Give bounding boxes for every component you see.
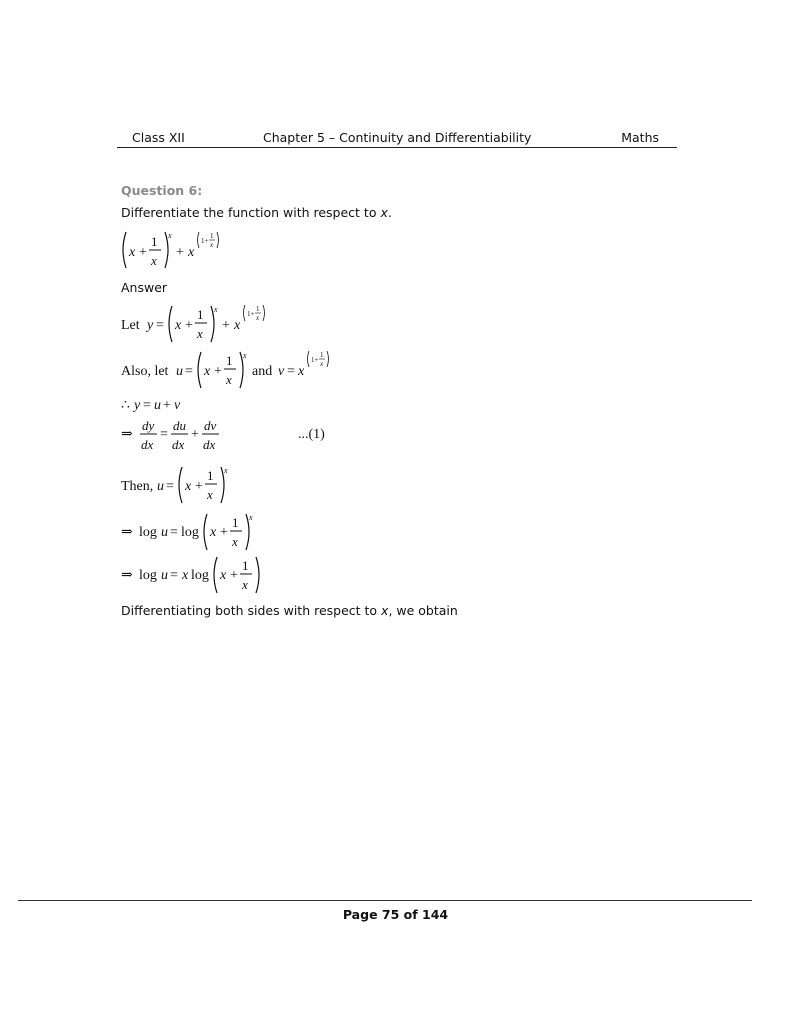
svg-text:x: x: [220, 568, 227, 583]
svg-text:⇒: ⇒: [121, 568, 133, 583]
svg-text:1: 1: [151, 234, 158, 249]
svg-text:x: x: [129, 245, 136, 260]
svg-text:⇒: ⇒: [121, 427, 133, 442]
svg-text:u: u: [161, 525, 168, 540]
svg-text:x: x: [320, 360, 324, 368]
svg-text:1+: 1+: [311, 356, 319, 364]
svg-text:dx: dx: [203, 437, 216, 452]
svg-text:=: =: [185, 364, 193, 379]
prompt-variable: x: [380, 205, 388, 220]
svg-text:x: x: [214, 305, 218, 314]
svg-text:1: 1: [207, 468, 214, 483]
svg-text:x: x: [197, 326, 203, 341]
log-word: log: [181, 525, 199, 540]
svg-text:x: x: [224, 466, 228, 475]
svg-text:x: x: [256, 314, 260, 322]
equation-1-derivative: [121, 417, 341, 460]
log-word: log: [139, 525, 157, 540]
prompt-text: Differentiate the function with respect to: [121, 205, 381, 220]
svg-text:x: x: [188, 245, 195, 260]
svg-text:x: x: [298, 364, 305, 379]
svg-text:+: +: [163, 398, 171, 413]
question-prompt: [121, 205, 392, 220]
equation-then-u: [121, 463, 241, 512]
svg-text:x: x: [151, 253, 157, 268]
svg-text:+: +: [222, 318, 230, 333]
svg-text:u: u: [154, 398, 161, 413]
closing-text: Differentiating both sides with respect to: [121, 603, 382, 618]
svg-text:1+: 1+: [201, 237, 209, 245]
svg-text:y: y: [134, 398, 141, 413]
header-subject: Maths: [621, 130, 659, 145]
prompt-end: .: [387, 205, 392, 220]
svg-text:1: 1: [210, 232, 214, 240]
svg-text:+: +: [220, 525, 228, 540]
svg-text:dy: dy: [142, 418, 155, 433]
closing-end: , we obtain: [388, 603, 458, 618]
footer-divider: [18, 900, 752, 901]
closing-sentence: [121, 603, 458, 618]
svg-text:=: =: [287, 364, 295, 379]
svg-text:x: x: [226, 372, 232, 387]
equation-let-u-v: [121, 348, 341, 397]
let-word: Let: [121, 318, 140, 333]
svg-text:+: +: [214, 364, 222, 379]
svg-text:=: =: [166, 479, 174, 494]
log-word: log: [191, 568, 209, 583]
svg-text:+: +: [230, 568, 238, 583]
equation-let-y: [121, 302, 281, 351]
svg-text:1: 1: [256, 305, 260, 313]
svg-text:x: x: [182, 568, 189, 583]
then-word: Then,: [121, 479, 154, 494]
svg-text:1: 1: [197, 307, 204, 322]
svg-text:1+: 1+: [247, 310, 255, 318]
svg-text:+: +: [191, 427, 199, 442]
svg-text:+: +: [195, 479, 203, 494]
svg-text:+: +: [185, 318, 193, 333]
svg-text:y: y: [147, 318, 154, 333]
svg-text:x: x: [232, 534, 238, 549]
svg-text:x: x: [168, 231, 172, 240]
svg-text:∴: ∴: [121, 398, 130, 413]
and-word: and: [252, 364, 273, 379]
svg-text:dx: dx: [141, 437, 154, 452]
svg-text:x: x: [234, 318, 241, 333]
svg-text:x: x: [242, 577, 248, 592]
svg-text:=: =: [160, 427, 168, 442]
svg-text:u: u: [176, 364, 183, 379]
svg-text:1: 1: [242, 558, 249, 573]
svg-text:dx: dx: [172, 437, 185, 452]
svg-text:x: x: [210, 525, 217, 540]
svg-text:v: v: [278, 364, 285, 379]
svg-text:=: =: [170, 525, 178, 540]
question-expression: [119, 228, 229, 277]
equation-log-u-simplified: [121, 553, 271, 602]
svg-text:=: =: [170, 568, 178, 583]
page-header: [117, 129, 677, 148]
svg-text:x: x: [175, 318, 182, 333]
svg-text:1: 1: [232, 515, 239, 530]
header-chapter: Chapter 5 – Continuity and Differentiability: [263, 130, 532, 145]
svg-text:u: u: [157, 479, 164, 494]
svg-text:dv: dv: [204, 418, 217, 433]
svg-text:1: 1: [320, 351, 324, 359]
answer-label: Answer: [121, 280, 168, 295]
also-let-text: Also, let: [121, 364, 169, 379]
equation-reference: ...(1): [298, 427, 325, 442]
equation-log-u: [121, 510, 261, 559]
svg-text:x: x: [207, 487, 213, 502]
svg-text:x: x: [185, 479, 192, 494]
svg-text:+: +: [176, 245, 184, 260]
svg-text:⇒: ⇒: [121, 525, 133, 540]
svg-text:x: x: [243, 351, 247, 360]
log-word: log: [139, 568, 157, 583]
svg-text:x: x: [210, 241, 214, 249]
svg-text:=: =: [156, 318, 164, 333]
svg-text:x: x: [249, 513, 253, 522]
svg-text:x: x: [204, 364, 211, 379]
svg-text:=: =: [143, 398, 151, 413]
header-class: Class XII: [132, 130, 185, 145]
closing-variable: x: [381, 603, 389, 618]
page-number: Page 75 of 144: [342, 907, 449, 922]
svg-text:v: v: [174, 398, 181, 413]
svg-text:u: u: [161, 568, 168, 583]
svg-text:du: du: [173, 418, 186, 433]
question-label: Question 6:: [121, 183, 203, 198]
svg-text:1: 1: [226, 353, 233, 368]
svg-text:+: +: [139, 245, 147, 260]
